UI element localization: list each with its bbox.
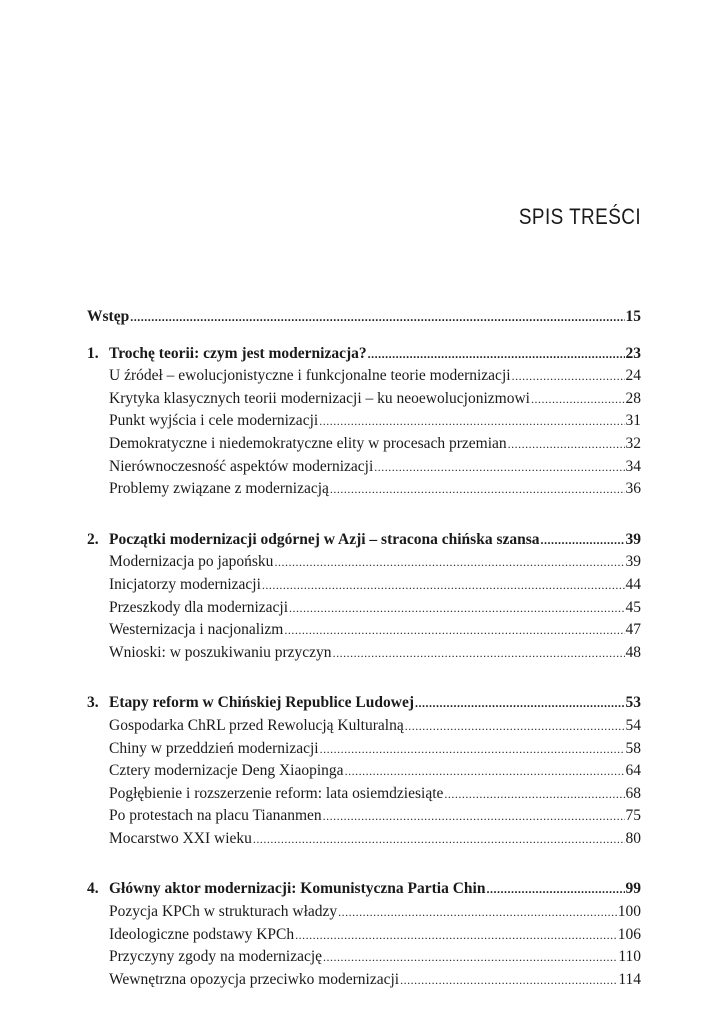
subsection-entry [87, 785, 641, 808]
subsection-entry [87, 621, 641, 644]
chapter-number: 1. [87, 344, 99, 362]
chapter-section [87, 531, 641, 667]
toc-page-number: 99 [625, 880, 641, 898]
subsection-entry [87, 926, 641, 949]
dot-leader [262, 578, 625, 593]
dot-leader [284, 623, 624, 638]
dot-leader [400, 973, 617, 988]
dot-leader [531, 392, 625, 407]
subsection-entry [87, 644, 641, 667]
chapter-heading [87, 694, 641, 717]
subsection-entry [87, 553, 641, 576]
dot-leader [486, 882, 624, 897]
dot-leader [374, 460, 624, 475]
table-of-contents [87, 308, 641, 993]
toc-page-number: 64 [625, 762, 641, 780]
chapter-title: Początki modernizacji odgórnej w Azji – stracona chińska szansa [109, 530, 540, 548]
subsection-entry [87, 971, 641, 994]
toc-page-number: 24 [625, 367, 641, 385]
subsection-title: Mocarstwo XXI wieku [109, 829, 252, 847]
subsection-entry [87, 762, 641, 785]
toc-page-number: 110 [618, 948, 641, 966]
chapter-section [87, 345, 641, 503]
subsection-entry [87, 576, 641, 599]
subsection-title: Inicjatorzy modernizacji [109, 575, 261, 593]
toc-page-number: 114 [618, 970, 641, 988]
toc-page-number: 45 [625, 598, 641, 616]
chapter-number: 4. [87, 880, 99, 898]
subsection-entry [87, 903, 641, 926]
subsection-entry [87, 830, 641, 853]
toc-page-number: 53 [625, 694, 641, 712]
dot-leader [368, 347, 625, 362]
subsection-title: Modernizacja po japońsku [109, 553, 274, 571]
toc-page-number: 32 [625, 434, 641, 452]
chapter-number: 3. [87, 694, 99, 712]
subsection-entry [87, 599, 641, 622]
subsection-title: Punkt wyjścia i cele modernizacji [109, 412, 319, 430]
dot-leader [319, 414, 624, 429]
toc-page-number: 36 [625, 480, 641, 498]
subsection-title: Pogłębienie i rozszerzenie reform: lata osiemdziesiąte [109, 784, 444, 802]
subsection-title: Krytyka klasycznych teorii modernizacji – ku neoewolucjonizmowi [109, 389, 530, 407]
dot-leader [253, 832, 625, 847]
toc-entry-intro [87, 308, 641, 331]
dot-leader [508, 437, 625, 452]
toc-page-number: 47 [625, 621, 641, 639]
toc-page-number: 106 [617, 925, 641, 943]
subsection-entry [87, 435, 641, 458]
subsection-entry [87, 807, 641, 830]
subsection-entry [87, 390, 641, 413]
chapter-title: Główny aktor modernizacji: Komunistyczna Partia Chin [109, 880, 486, 898]
toc-page-number: 58 [625, 739, 641, 757]
toc-page-number: 54 [625, 716, 641, 734]
dot-leader [444, 787, 624, 802]
dot-leader [512, 369, 625, 384]
chapter-number: 2. [87, 530, 99, 548]
subsection-title: Wewnętrzna opozycja przeciwko modernizacji [109, 970, 400, 988]
dot-leader [333, 646, 625, 661]
toc-page-number: 23 [625, 344, 641, 362]
subsection-title: Po protestach na placu Tiananmen [109, 807, 322, 825]
toc-page-number: 100 [617, 903, 641, 921]
toc-page-number: 34 [625, 457, 641, 475]
subsection-entry [87, 740, 641, 763]
dot-leader [323, 950, 617, 965]
dot-leader [330, 482, 625, 497]
chapter-heading [87, 531, 641, 554]
subsection-title: Ideologiczne podstawy KPCh [109, 925, 295, 943]
subsection-title: Demokratyczne i niedemokratyczne elity w procesach przemian [109, 434, 507, 452]
subsection-entry [87, 717, 641, 740]
toc-page-number: 39 [625, 530, 641, 548]
toc-page-number: 31 [625, 412, 641, 430]
dot-leader [320, 742, 625, 757]
subsection-title: Nierównoczesność aspektów modernizacji [109, 457, 374, 475]
subsection-title: Cztery modernizacje Deng Xiaopinga [109, 762, 344, 780]
chapter-title: Trochę teorii: czym jest modernizacja? [109, 344, 367, 362]
dot-leader [130, 310, 624, 325]
dot-leader [323, 809, 625, 824]
subsection-title: Przyczyny zgody na modernizację [109, 948, 323, 966]
subsection-entry [87, 412, 641, 435]
subsection-entry [87, 480, 641, 503]
subsection-entry [87, 948, 641, 971]
subsection-title: Przeszkody dla modernizacji [109, 598, 289, 616]
subsection-title: Westernizacja i nacjonalizm [109, 621, 284, 639]
subsection-entry [87, 458, 641, 481]
dot-leader [338, 905, 617, 920]
chapter-heading [87, 345, 641, 368]
subsection-title: U źródeł – ewolucjonistyczne i funkcjonalne teorie modernizacji [109, 367, 511, 385]
subsection-title: Gospodarka ChRL przed Rewolucją Kulturalną [109, 716, 404, 734]
dot-leader [295, 928, 617, 943]
dot-leader [541, 533, 625, 548]
toc-page-number: 44 [625, 575, 641, 593]
dot-leader [289, 601, 624, 616]
dot-leader [415, 696, 625, 711]
toc-entry-title: Wstęp [87, 308, 130, 325]
toc-page-number: 80 [625, 829, 641, 847]
subsection-title: Problemy związane z modernizacją [109, 480, 329, 498]
toc-page-number: 75 [625, 807, 641, 825]
toc-page-number: 39 [625, 553, 641, 571]
chapter-list [87, 345, 641, 994]
chapter-section [87, 880, 641, 993]
toc-page-number: 68 [625, 784, 641, 802]
chapter-section [87, 694, 641, 852]
subsection-title: Pozycja KPCh w strukturach władzy [109, 903, 338, 921]
toc-page-number: 15 [625, 308, 641, 325]
page-title: SPIS TREŚCI [518, 204, 641, 229]
toc-page-number: 48 [625, 643, 641, 661]
subsection-title: Wnioski: w poszukiwaniu przyczyn [109, 643, 332, 661]
toc-page-number: 28 [625, 389, 641, 407]
chapter-heading [87, 880, 641, 903]
dot-leader [345, 764, 625, 779]
dot-leader [274, 555, 624, 570]
chapter-title: Etapy reform w Chińskiej Republice Ludowej [109, 694, 414, 712]
subsection-title: Chiny w przeddzień modernizacji [109, 739, 319, 757]
dot-leader [405, 719, 625, 734]
subsection-entry [87, 367, 641, 390]
